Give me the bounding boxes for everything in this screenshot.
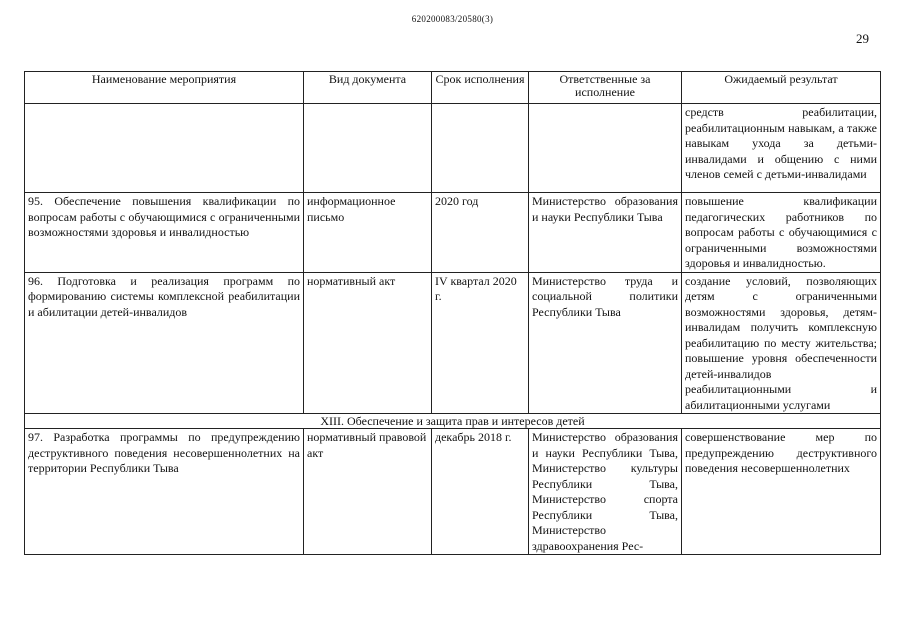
cell-empty (25, 104, 304, 193)
cell-result: совершенствование мер по предупреждению деструктивного поведения несовершеннолетних (682, 429, 881, 555)
cell-doc-type: информационное письмо (304, 193, 432, 273)
cell-doc-type: нормативный правовой акт (304, 429, 432, 555)
document-id: 620200083/20580(3) (411, 14, 494, 24)
cell-measure-name: 96. Подготовка и реализация программ по формированию системы комплексной реабилитации и абилитации детей-инвалидов (25, 272, 304, 414)
cell-responsible: Министерство труда и социальной политики Республики Тыва (529, 272, 682, 414)
cell-responsible: Министерство образования и науки Республики Тыва, Министерство культуры Республики Тыва, Министерство спорта Республики Тыва, Министерство здравоохранения Рес- (529, 429, 682, 555)
section-title: XIII. Обеспечение и защита прав и интересов детей (25, 414, 881, 429)
cell-measure-name: 97. Разработка программы по предупреждению деструктивного поведения несовершеннолетних на территории Республики Тыва (25, 429, 304, 555)
table-row (25, 193, 881, 273)
cell-result-continued: средств реабилитации, реабилитационным навыкам, а также навыкам ухода за детьми-инвалидами и общению с ними членов семей с детьми-инвалидами (682, 104, 881, 193)
cell-deadline: 2020 год (432, 193, 529, 273)
column-header-doc-type: Вид документа (304, 72, 432, 104)
cell-empty (304, 104, 432, 193)
column-header-responsible: Ответственные за исполнение (529, 72, 682, 104)
cell-empty (432, 104, 529, 193)
cell-deadline: IV квартал 2020 г. (432, 272, 529, 414)
page-number: 29 (856, 31, 869, 46)
column-header-name: Наименование мероприятия (25, 72, 304, 104)
column-header-deadline: Срок исполнения (432, 72, 529, 104)
cell-responsible: Министерство образования и науки Республики Тыва (529, 193, 682, 273)
cell-deadline: декабрь 2018 г. (432, 429, 529, 555)
table-row (25, 429, 881, 555)
cell-measure-name: 95. Обеспечение повышения квалификации по вопросам работы с обучающимися с ограниченными возможностями здоровья и инвалидностью (25, 193, 304, 273)
cell-result: создание условий, позволяющих детям с ограниченными возможностями здоровья, детям-инвалидам получить комплексную реабилитацию по месту жительства; повышение уровня обеспеченности детей-инвалидов реабилитационными и абилитационными услугами (682, 272, 881, 414)
table-header-row (25, 72, 881, 104)
section-row (25, 414, 881, 429)
table-row (25, 104, 881, 193)
measures-table (24, 71, 881, 555)
table-row (25, 272, 881, 414)
cell-result: повышение квалификации педагогических работников по вопросам работы с обучающимися с ограниченными возможностями здоровья и инвалидностью. (682, 193, 881, 273)
cell-empty (529, 104, 682, 193)
column-header-result: Ожидаемый результат (682, 72, 881, 104)
cell-doc-type: нормативный акт (304, 272, 432, 414)
